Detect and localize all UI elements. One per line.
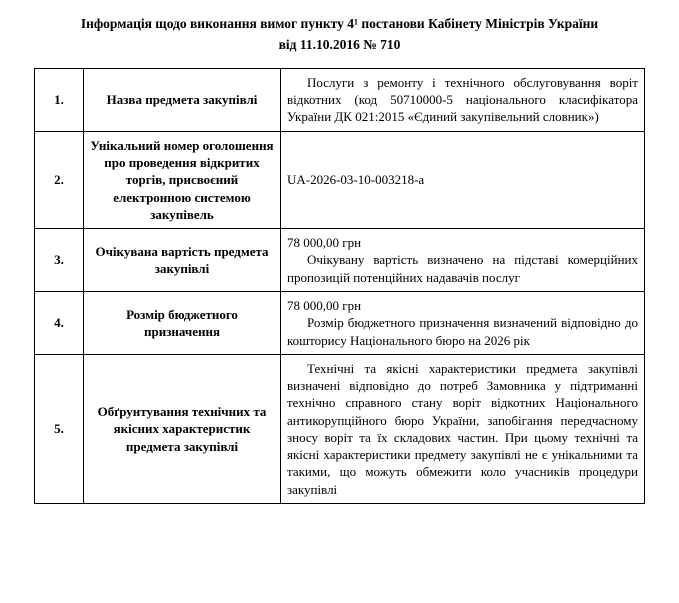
table-row xyxy=(35,68,645,131)
procurement-info-table xyxy=(34,68,645,504)
row-number: 5. xyxy=(35,354,84,503)
table-row xyxy=(35,291,645,354)
row-number: 2. xyxy=(35,131,84,228)
row-label: Унікальний номер оголошення про проведення відкритих торгів, присвоєний електронною системою закупівель xyxy=(84,131,281,228)
row-value xyxy=(281,131,645,228)
row-label: Розмір бюджетного призначення xyxy=(84,291,281,354)
value-paragraph: Очікувану вартість визначено на підставі комерційних пропозицій потенційних надавачів послуг xyxy=(287,252,638,285)
table-row xyxy=(35,354,645,503)
value-paragraph: Технічні та якісні характеристики предмета закупівлі визначені відповідно до потреб Замовника у підтриманні технічно справного стану воріт відкотних Національного антикорупційного бюро України, запобігання передчасному зносу воріт та їх складових частин. При цьому технічні та якісні характеристики предмету закупівлі не є унікальними та такими, що можуть обмежити коло учасників процедури закупівлі xyxy=(287,360,638,497)
row-number: 4. xyxy=(35,291,84,354)
table-row xyxy=(35,131,645,228)
value-amount: 78 000,00 грн xyxy=(287,297,362,313)
row-label: Обґрунтування технічних та якісних характеристик предмета закупівлі xyxy=(84,354,281,503)
value-paragraph: Розмір бюджетного призначення визначений відповідно до кошторису Національного бюро на 2026 рік xyxy=(287,315,638,348)
value-paragraph: UA-2026-03-10-003218-а xyxy=(287,172,425,188)
row-label: Очікувана вартість предмета закупівлі xyxy=(84,229,281,292)
row-value xyxy=(281,291,645,354)
row-label: Назва предмета закупівлі xyxy=(84,68,281,131)
row-value xyxy=(281,68,645,131)
page-title-line-2: від 11.10.2016 № 710 xyxy=(278,36,401,52)
row-number: 3. xyxy=(35,229,84,292)
table-row xyxy=(35,229,645,292)
row-number: 1. xyxy=(35,68,84,131)
page-title-line-1: Інформація щодо виконання вимог пункту 4¹ постанови Кабінету Міністрів України xyxy=(80,16,599,31)
value-paragraph: Послуги з ремонту і технічного обслуговування воріт відкотних (код 50710000-5 національного класифікатора України ДК 021:2015 «Єдиний закупівельний словник») xyxy=(287,74,638,125)
row-value xyxy=(281,354,645,503)
page-title xyxy=(34,14,645,56)
table-body xyxy=(35,68,645,503)
value-amount: 78 000,00 грн xyxy=(287,235,362,251)
row-value xyxy=(281,229,645,292)
